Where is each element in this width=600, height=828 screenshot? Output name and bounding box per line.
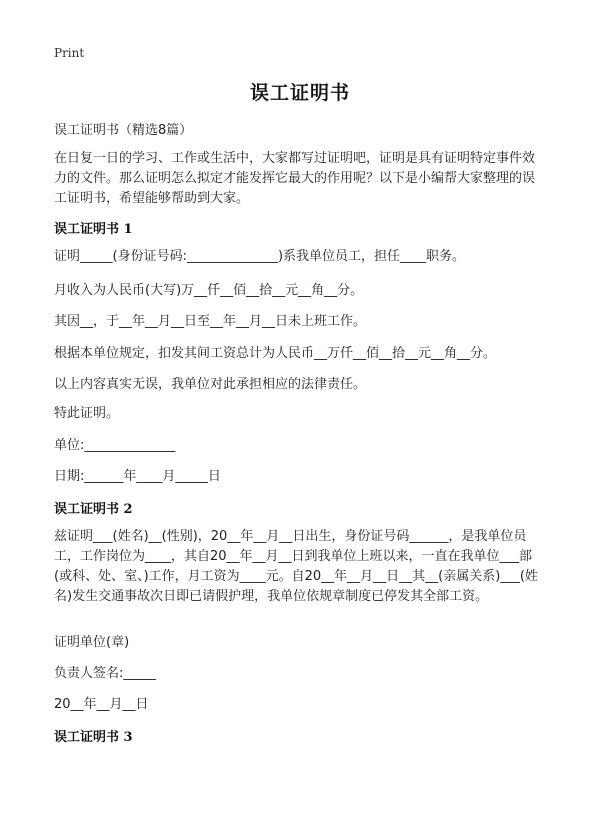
section-1-line-1: 证明_____(身份证号码:______________)系我单位员工，担任____职务。 bbox=[54, 249, 466, 264]
page-title: 误工证明书 bbox=[249, 82, 350, 104]
intro-subtitle: 误工证明书（精选8篇） bbox=[54, 123, 193, 138]
section-2-paragraph: 兹证明___(姓名)__(性别)，20__年__月__日出生，身份证号码______，是我单位员工，工作岗位为____，其自20__年__月__日到我单位上班以来，一直在我单位___部(或科、处、室、)工作，月工资为____元。自20__年__月__日__其__(亲属关系)___(姓名)发生交通事故次日即已请假护理，我单位依规章制度已停发其全部工资。 bbox=[54, 529, 538, 604]
section-2-line-1: 证明单位(章) bbox=[54, 635, 130, 650]
section-1-line-2: 月收入为人民币(大写)万__仟__佰__拾__元__角__分。 bbox=[54, 283, 364, 298]
section-3-heading: 误工证明书 3 bbox=[54, 730, 133, 745]
section-1-line-6: 特此证明。 bbox=[54, 406, 120, 421]
section-2-heading: 误工证明书 2 bbox=[54, 502, 133, 517]
section-2-signature-line: 负责人签名:_____ bbox=[54, 666, 156, 681]
section-2-date-line: 20__年__月__日 bbox=[54, 697, 149, 712]
section-1-line-4: 根据本单位规定，扣发其间工资总计为人民币__万仟__佰__拾__元__角__分。 bbox=[54, 346, 497, 361]
print-link[interactable]: Print bbox=[54, 46, 85, 60]
section-1-date-line: 日期:______年____月_____日 bbox=[54, 469, 221, 484]
intro-paragraph: 在日复一日的学习、工作或生活中，大家都写过证明吧，证明是具有证明特定事件效力的文件。那么证明怎么拟定才能发挥它最大的作用呢？以下是小编帮大家整理的误工证明书，希望能够帮助到大家。 bbox=[54, 151, 536, 206]
section-1-heading: 误工证明书 1 bbox=[54, 222, 133, 237]
section-1-unit-line: 单位:______________ bbox=[54, 438, 176, 453]
section-1-line-3: 其因__，于__年__月__日至__年__月__日未上班工作。 bbox=[54, 314, 367, 329]
section-1-line-5: 以上内容真实无误，我单位对此承担相应的法律责任。 bbox=[54, 377, 367, 392]
